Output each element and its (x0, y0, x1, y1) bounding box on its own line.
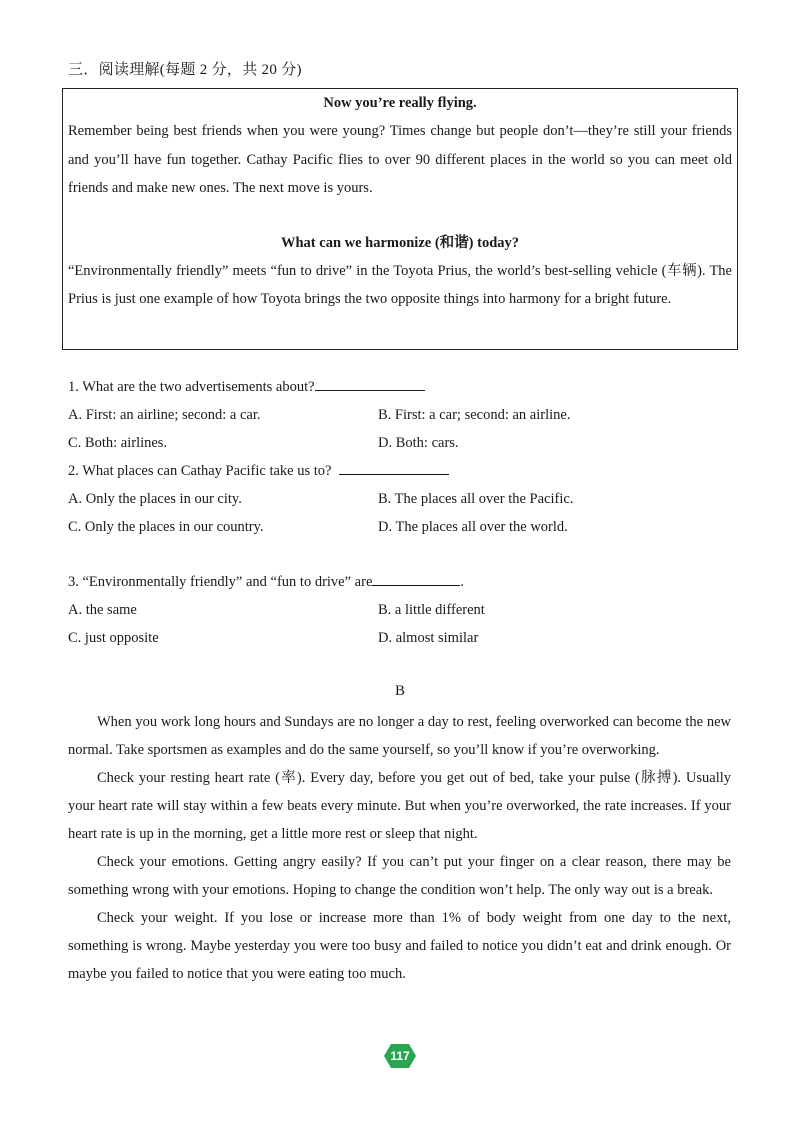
question-1 (68, 373, 738, 457)
options-row (68, 401, 738, 429)
option-c: C. just opposite (68, 630, 159, 646)
passage-paragraph: Check your weight. If you lose or increase more than 1% of body weight from one day to the next, something is wrong. Maybe yesterday you were too busy and failed to notice you didn’t eat and drink enough. Or maybe you failed to notice that you were eating too much. (68, 910, 731, 982)
passage-paragraph: Check your emotions. Getting angry easily? If you can’t put your finger on a clear reason, there may be something wrong with your emotions. Hoping to change the condition won’t help. The only way out is a break. (68, 854, 731, 898)
option-b: B. a little different (378, 602, 485, 618)
ad-title-cathay: Now you’re really flying. (323, 95, 477, 111)
answer-blank (315, 374, 425, 391)
advertisement-box (62, 88, 738, 350)
option-b: B. First: a car; second: an airline. (378, 407, 571, 423)
options-row (68, 485, 738, 513)
option-d: D. almost similar (378, 630, 479, 646)
ad-body-toyota: “Environmentally friendly” meets “fun to drive” in the Toyota Prius, the world’s best-selling vehicle (车辆). The Prius is just one example of how Toyota brings the two opposite things into harmony for a bright future. (68, 262, 732, 307)
option-a: A. First: an airline; second: a car. (68, 407, 261, 423)
ad-title-toyota: What can we harmonize (和谐) today? (280, 234, 520, 251)
passage-b (68, 708, 731, 988)
option-b: B. The places all over the Pacific. (378, 491, 574, 507)
question-1-stem-line (68, 373, 738, 401)
ad-body-cathay: Remember being best friends when you were young? Times change but people don’t—they’re still your friends and you’ll have fun together. Cathay Pacific flies to over 90 different places in the world so you can meet old friends and make new ones. The next move is yours. (68, 123, 732, 196)
answer-blank (339, 458, 449, 475)
passage-paragraph: When you work long hours and Sundays are no longer a day to rest, feeling overworked can become the new normal. Take sportsmen as examples and do the same yourself, so you’ll know if you’re overworking. (68, 714, 731, 758)
page-number: 117 (390, 1049, 410, 1063)
question-stem: 3. “Environmentally friendly” and “fun to drive” are (68, 574, 373, 590)
section-title: 三．阅读理解(每题 2 分，共 20 分) (68, 62, 302, 78)
part-b-label: B (394, 683, 405, 699)
question-2-stem-line (68, 457, 738, 485)
passage-paragraph: Check your resting heart rate (率). Every day, before you get out of bed, take your pulse (脉搏). Usually your heart rate will stay within a few beats every minute. But when you’re overworked, the rate increases. If your heart rate is up in the morning, get a little more rest or sleep that night. (68, 770, 731, 842)
question-3 (68, 568, 738, 652)
question-stem: 2. What places can Cathay Pacific take us to? (68, 463, 332, 479)
question-stem-end: . (460, 574, 465, 590)
page-number-badge (383, 1043, 417, 1069)
option-c: C. Both: airlines. (68, 435, 168, 451)
option-d: D. The places all over the world. (378, 519, 568, 535)
question-stem: 1. What are the two advertisements about? (68, 379, 315, 395)
option-d: D. Both: cars. (378, 435, 459, 451)
options-row (68, 513, 738, 541)
options-row (68, 596, 738, 624)
options-row (68, 624, 738, 652)
answer-blank (372, 569, 460, 586)
option-a: A. Only the places in our city. (68, 491, 242, 507)
question-2 (68, 457, 738, 541)
question-3-stem-line (68, 568, 738, 596)
options-row (68, 429, 738, 457)
option-c: C. Only the places in our country. (68, 519, 264, 535)
option-a: A. the same (68, 602, 137, 618)
